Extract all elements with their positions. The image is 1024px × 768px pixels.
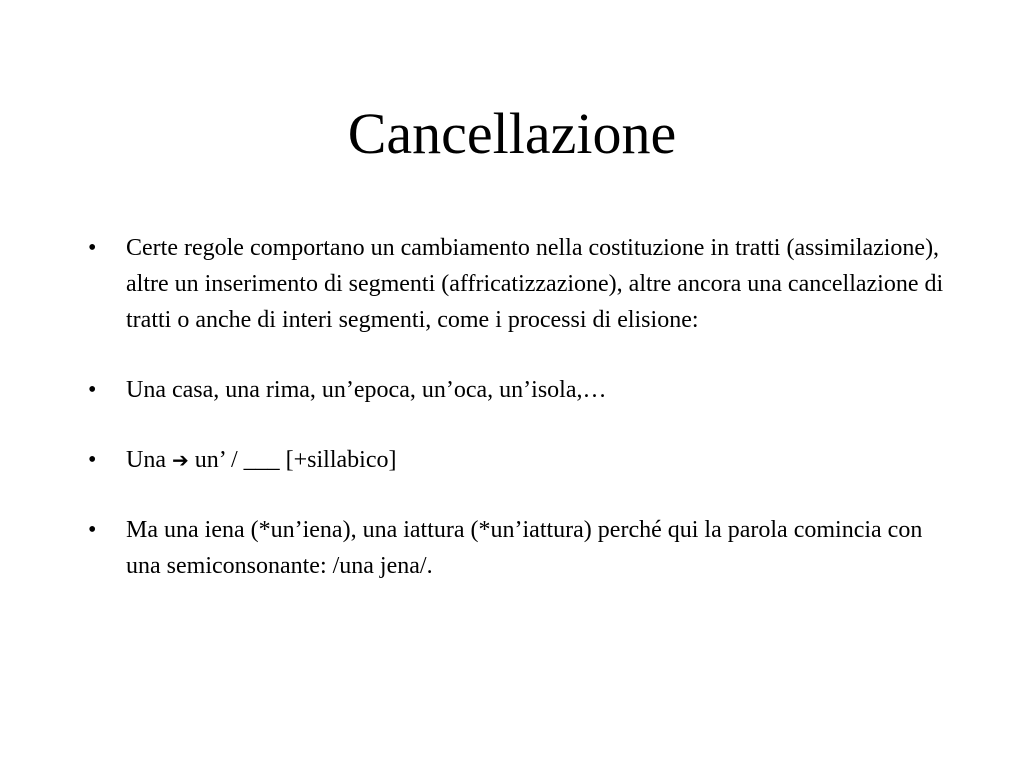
bullet-list <box>86 230 956 618</box>
bullet-text: Una casa, una rima, un’epoca, un’oca, un’isola,… <box>126 377 607 403</box>
bullet-item <box>86 512 956 584</box>
bullet-text-after-arrow: un’ / ___ [+sillabico] <box>188 447 397 473</box>
slide-title: Cancellazione <box>347 101 677 166</box>
bullet-text: Ma una iena (*un’iena), una iattura (*un’iattura) perché qui la parola comincia con una semiconsonante: /una jena/. <box>126 517 923 579</box>
bullet-item <box>86 442 956 478</box>
bullet-item <box>86 230 956 338</box>
bullet-text: Certe regole comportano un cambiamento nella costituzione in tratti (assimilazione), altre un inserimento di segmenti (affricatizzazione), altre ancora una cancellazione di tratti o anche di interi segmenti, come i processi di elisione: <box>126 235 944 333</box>
bullet-item <box>86 372 956 408</box>
bullet-marker: • <box>88 235 97 261</box>
bullet-marker: • <box>88 517 97 543</box>
bullet-marker: • <box>88 377 97 403</box>
bullet-text-before-arrow: Una <box>126 447 172 473</box>
right-arrow-icon: ➔ <box>171 448 189 472</box>
bullet-marker: • <box>88 447 97 473</box>
